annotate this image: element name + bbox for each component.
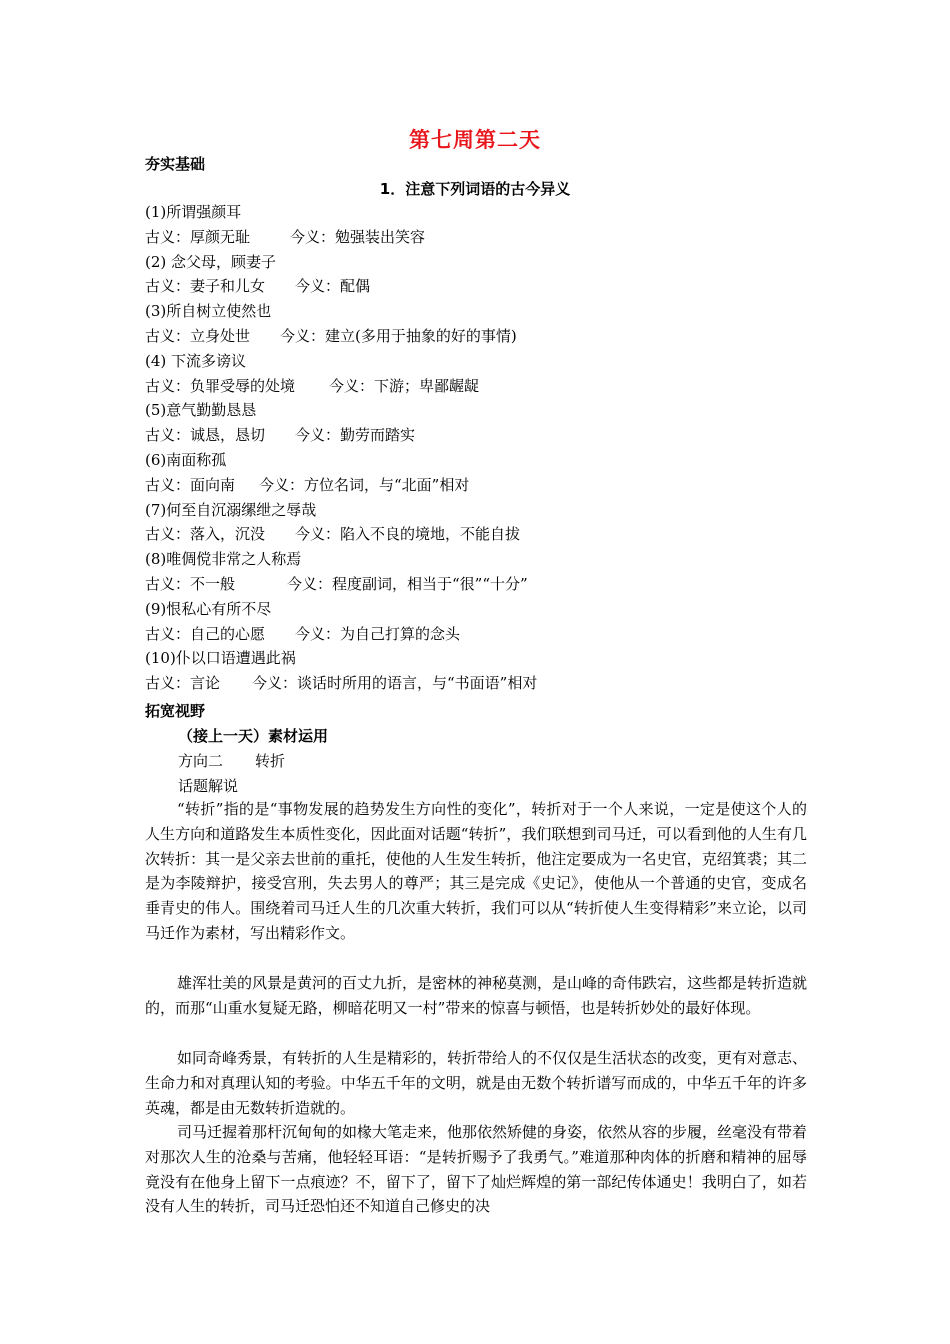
vocab-term: (6)南面称孤 (145, 450, 227, 469)
modern-meaning: 今义：方位名词，与“北面”相对 (259, 475, 470, 494)
vocab-meanings (145, 324, 825, 349)
vocab-term: (5)意气勤勤恳恳 (145, 401, 257, 420)
vocab-term: (2) 念父母，顾妻子 (145, 252, 277, 271)
page-title: 第七周第二天 (409, 128, 541, 152)
vocab-term: (9)恨私心有所不尽 (145, 599, 272, 618)
subheading-material-usage: （接上一天）素材运用 (178, 727, 329, 745)
vocab-meanings (145, 572, 825, 597)
paragraph: 如同奇峰秀景，有转折的人生是精彩的，转折带给人的不仅仅是生活状态的改变，更有对意志、生命力和对真理认知的考验。中华五千年的文明，就是由无数个转折谱写而成的，中华五千年的许多英魂，都是由无数转折造就的。 (145, 1049, 808, 1117)
vocab-meanings (145, 374, 825, 399)
vocab-meanings (145, 622, 825, 647)
subheading-ancient-modern: 1．注意下列词语的古今异义 (379, 180, 571, 198)
paragraph: “转折”指的是“事物发展的趋势发生方向性的变化”，转折对于一个人来说，一定是使这个人的人生方向和道路发生本质性变化，因此面对话题“转折”，我们联想到司马迁，可以看到他的人生有几次转折：其一是父亲去世前的重托，使他的人生发生转折，他注定要成为一名史官，克绍箕裘；其二是为李陵辩护，接受宫刑，失去男人的尊严；其三是完成《史记》，使他从一个普通的史官，变成名垂青史的伟人。围绕着司马迁人生的几次重大转折，我们可以从“转折使人生变得精彩”来立论，以司马迁作为素材，写出精彩作文。 (145, 800, 807, 942)
modern-meaning: 今义：下游；卑鄙龌龊 (329, 376, 480, 395)
vocab-term: (8)唯倜傥非常之人称焉 (145, 550, 302, 569)
ancient-meaning: 古义：面向南 (145, 475, 236, 494)
direction-value: 转折 (255, 752, 286, 770)
section-heading-basics: 夯实基础 (145, 155, 206, 173)
ancient-meaning: 古义：厚颜无耻 (145, 227, 251, 246)
direction-label: 方向二 (178, 752, 224, 770)
vocab-term: (7)何至自沉溺缧绁之辱哉 (145, 500, 317, 519)
modern-meaning: 今义：配偶 (295, 277, 371, 296)
modern-meaning: 今义：为自己打算的念头 (295, 624, 461, 643)
vocab-meanings (145, 671, 825, 696)
vocab-list (145, 200, 825, 696)
vocab-term: (10)仆以口语遭遇此祸 (145, 649, 296, 668)
modern-meaning: 今义：程度副词，相当于“很”“十分” (287, 574, 528, 593)
paragraph: 雄浑壮美的风景是黄河的百丈九折，是密林的神秘莫测，是山峰的奇伟跌宕，这些都是转折造就的，而那“山重水复疑无路，柳暗花明又一村”带来的惊喜与顿悟，也是转折妙处的最好体现。 (145, 974, 808, 1017)
modern-meaning: 今义：陷入不良的境地，不能自拔 (295, 525, 521, 544)
vocab-meanings (145, 274, 825, 299)
vocab-meanings (145, 225, 825, 250)
ancient-meaning: 古义：诚恳，恳切 (145, 426, 266, 445)
topic-label: 话题解说 (178, 777, 239, 795)
section-heading-broaden: 拓宽视野 (145, 702, 206, 720)
vocab-meanings (145, 473, 825, 498)
vocab-term: (3)所自树立使然也 (145, 302, 272, 321)
ancient-meaning: 古义：自己的心愿 (145, 624, 266, 643)
vocab-meanings (145, 423, 825, 448)
vocab-term: (1)所谓强颜耳 (145, 203, 242, 221)
ancient-meaning: 古义：立身处世 (145, 326, 251, 345)
modern-meaning: 今义：勉强装出笑容 (290, 227, 426, 246)
ancient-meaning: 古义：落入，沉没 (145, 525, 266, 544)
ancient-meaning: 古义：负罪受辱的处境 (145, 376, 296, 395)
ancient-meaning: 古义：不一般 (145, 574, 236, 593)
ancient-meaning: 古义：言论 (145, 674, 221, 693)
paragraph: 司马迁握着那杆沉甸甸的如椽大笔走来，他那依然矫健的身姿，依然从容的步履，丝毫没有带着对那次人生的沧桑与苦痛，他轻轻耳语：“是转折赐予了我勇气。”难道那种肉体的折磨和精神的屈辱竟没有在他身上留下一点痕迹？不，留下了，留下了灿烂辉煌的第一部纪传体通史！我明白了，如若没有人生的转折，司马迁恐怕还不知道自己修史的决 (145, 1123, 808, 1216)
ancient-meaning: 古义：妻子和儿女 (145, 277, 266, 296)
vocab-meanings (145, 522, 825, 547)
direction-line (178, 750, 285, 771)
modern-meaning: 今义：建立(多用于抽象的好的事情) (280, 326, 517, 345)
modern-meaning: 今义：勤劳而踏实 (295, 426, 416, 445)
vocab-term: (4) 下流多谤议 (145, 351, 247, 370)
modern-meaning: 今义：谈话时所用的语言，与“书面语”相对 (252, 674, 538, 693)
